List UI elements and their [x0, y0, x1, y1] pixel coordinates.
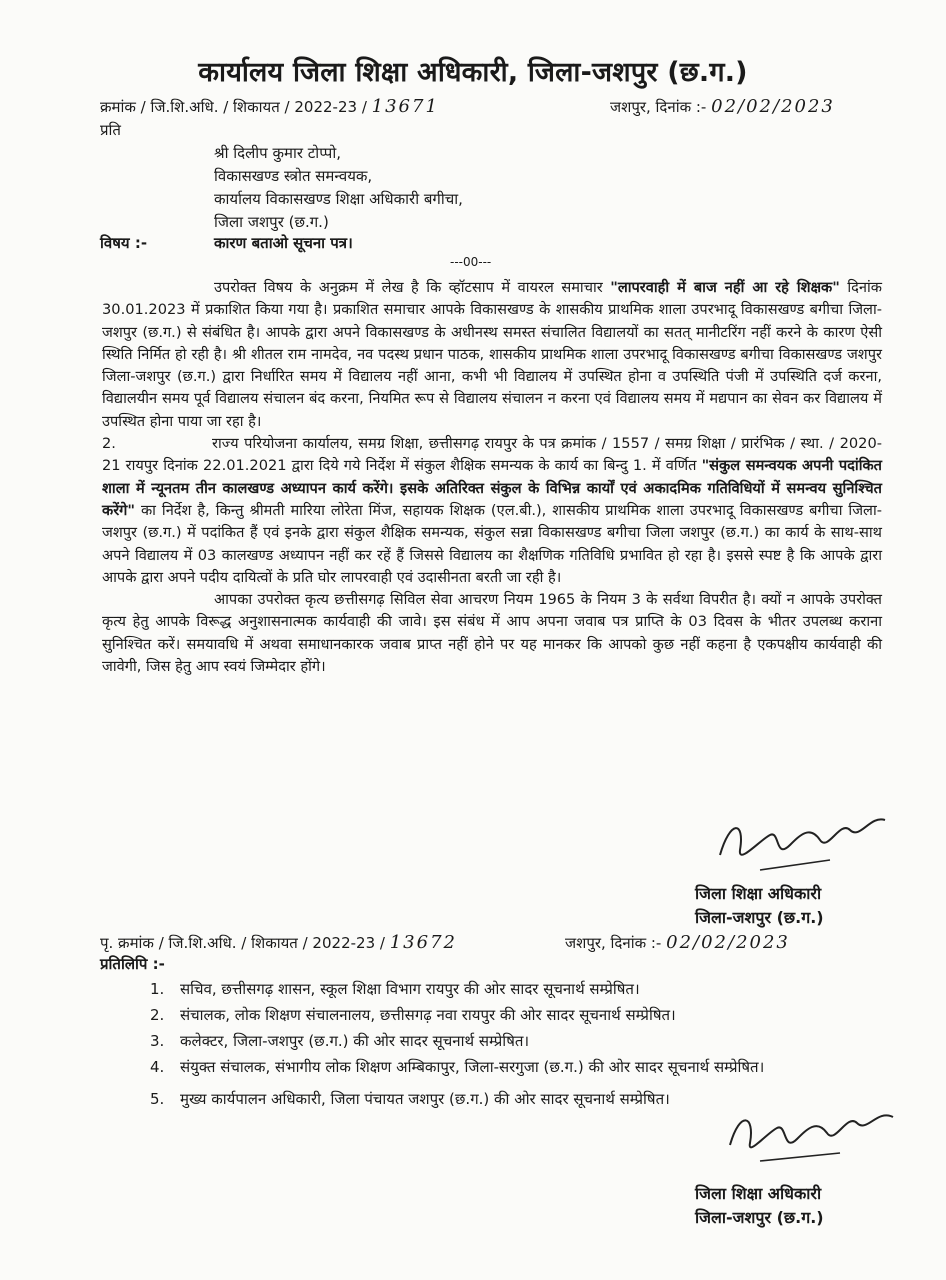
- reference-number-handwritten: 13671: [371, 96, 439, 117]
- reference-number: [100, 96, 439, 117]
- paragraph-2: [102, 433, 882, 589]
- list-item: [150, 976, 880, 1002]
- paragraph-3: आपका उपरोक्त कृत्य छत्तीसगढ़ सिविल सेवा आचरण नियम 1965 के नियम 3 के सर्वथा विपरीत है। क्यों न आपके उपरोक्त कृत्य हेतु आपके विरूद्ध अनुशासनात्मक कार्यवाही की जावे। इस संबंध में आप अपना जवाब पत्र प्राप्ति के 03 दिवस के भीतर उपलब्ध कराना सुनिश्चित करें। समयावधि में अथवा समाधानकारक जवाब प्राप्त नहीं होने पर यह मानकर कि आपको कुछ नहीं कहना है एकपक्षीय कार्यवाही की जावेगी, जिस हेतु आप स्वयं जिम्मेदार होंगे।: [102, 591, 882, 676]
- endorsement-number-printed: पृ. क्रमांक / जि.शि.अधि. / शिकायत / 2022-23 /: [100, 934, 385, 952]
- list-item-text: संयुक्त संचालक, संभागीय लोक शिक्षण अम्बिकापुर, जिला-सरगुजा (छ.ग.) की ओर सादर सूचनार्थ सम्प्रेषित।: [180, 1058, 765, 1076]
- list-item-text: संचालक, लोक शिक्षण संचालनालय, छत्तीसगढ़ नवा रायपुर की ओर सादर सूचनार्थ सम्प्रेषित।: [180, 1006, 676, 1024]
- endorsement-number: [100, 932, 457, 953]
- list-item: [150, 1028, 880, 1054]
- list-item-text: सचिव, छत्तीसगढ़ शासन, स्कूल शिक्षा विभाग रायपुर की ओर सादर सूचनार्थ सम्प्रेषित।: [180, 980, 640, 998]
- signature-1-title: जिला शिक्षा अधिकारी: [695, 884, 822, 903]
- signature-2-title: जिला शिक्षा अधिकारी: [695, 1184, 822, 1203]
- list-item-number: 4.: [150, 1058, 165, 1076]
- copy-list: [150, 976, 880, 1112]
- paragraph-2-text-a: राज्य परियोजना कार्यालय, समग्र शिक्षा, छत्तीसगढ़ रायपुर के पत्र क्रमांक / 1557 / समग्र शिक्षा / प्रारंभिक / स्था. / 2020-21 रायपुर दिनांक 22.01.2021 द्वारा दिये गये निर्देश में संकुल शैक्षिक समन्यक के कार्य का बिन्दु 1. में वर्णित: [102, 435, 882, 475]
- list-item-number: 5.: [150, 1090, 165, 1108]
- list-item-number: 2.: [150, 1006, 165, 1024]
- paragraph-2-bold: "संकुल समन्वयक अपनी पदांकित शाला में न्यूनतम तीन कालखण्ड अध्यापन कार्य करेंगे। इसके अतिरिक्त संकुल के विभिन्न कार्यों एवं अकादमिक गतिविधियों में समन्वय सुनिश्चित करेंगे": [102, 457, 882, 519]
- address-line-3: कार्यालय विकासखण्ड शिक्षा अधिकारी बगीचा,: [214, 190, 463, 208]
- reference-date: [610, 96, 835, 117]
- endorsement-date: [565, 932, 790, 953]
- reference-date-label: जशपुर, दिनांक :-: [610, 98, 707, 116]
- paragraph-1-text-a: उपरोक्त विषय के अनुक्रम में लेख है कि व्हॉटसाप में वायरल समाचार: [214, 279, 611, 296]
- paragraph-2-text-b: का निर्देश है, किन्तु श्रीमती मारिया लोरेता मिंज, सहायक शिक्षक (एल.बी.), शासकीय प्राथमिक शाला उपरभादू विकासखण्ड बगीचा जिला-जशपुर (छ.ग.) में पदांकित हैं एवं इनके द्वारा संकुल शैक्षिक समन्यक, संकुल सन्ना विकासखण्ड बगीचा जिला जशपुर (छ.ग.) का कार्य के साथ-साथ अपने विद्यालय में 03 कालखण्ड अध्यापन नहीं कर रहें हैं जिससे विद्यालय का शैक्षणिक गतिविधि प्रभावित हो रहा है। इससे स्पष्ट है कि आपके द्वारा आपके द्वारा अपने पदीय दायित्वों के प्रति घोर लापरवाही एवं उदासीनता बरती जा रही है।: [102, 501, 882, 586]
- signature-scribble-1: [700, 800, 900, 880]
- paragraph-1-bold: "लापरवाही में बाज नहीं आ रहे शिक्षक": [610, 279, 840, 296]
- letter-body: [102, 277, 882, 678]
- subject-text: कारण बताओ सूचना पत्र।: [214, 234, 353, 252]
- address-line-1: श्री दिलीप कुमार टोप्पो,: [214, 144, 341, 162]
- office-title: कार्यालय जिला शिक्षा अधिकारी, जिला-जशपुर (छ.ग.): [198, 57, 748, 88]
- list-item-text: कलेक्टर, जिला-जशपुर (छ.ग.) की ओर सादर सूचनार्थ सम्प्रेषित।: [180, 1032, 530, 1050]
- subject-label: विषय :-: [100, 234, 148, 252]
- list-item: [150, 1054, 880, 1080]
- signature-scribble-2: [705, 1095, 905, 1175]
- endorsement-number-handwritten: 13672: [389, 932, 457, 953]
- list-item: [150, 1002, 880, 1028]
- reference-date-handwritten: 02/02/2023: [711, 96, 835, 117]
- address-line-4: जिला जशपुर (छ.ग.): [214, 213, 329, 231]
- signature-1: [695, 882, 824, 930]
- paragraph-1: [102, 277, 882, 433]
- paragraph-2-number: 2.: [102, 435, 116, 453]
- signature-2: [695, 1182, 824, 1230]
- endorsement-date-label: जशपुर, दिनांक :-: [565, 934, 662, 952]
- list-item-text: मुख्य कार्यपालन अधिकारी, जिला पंचायत जशपुर (छ.ग.) की ओर सादर सूचनार्थ सम्प्रेषित।: [180, 1090, 670, 1108]
- list-item-number: 1.: [150, 980, 165, 998]
- signature-1-district: जिला-जशपुर (छ.ग.): [695, 908, 824, 927]
- copy-label: प्रतिलिपि :-: [100, 955, 165, 973]
- to-label: प्रति: [100, 121, 121, 139]
- separator: ---00---: [450, 255, 492, 269]
- address-line-2: विकासखण्ड स्त्रोत समन्वयक,: [214, 167, 373, 185]
- reference-number-printed: क्रमांक / जि.शि.अधि. / शिकायत / 2022-23 /: [100, 98, 367, 116]
- signature-2-district: जिला-जशपुर (छ.ग.): [695, 1208, 824, 1227]
- paragraph-1-text-b: दिनांक 30.01.2023 में प्रकाशित किया गया है। प्रकाशित समाचार आपके विकासखण्ड के शासकीय प्राथमिक शाला उपरभादू विकासखण्ड बगीचा जिला-जशपुर (छ.ग.) से संबंधित है। आपके द्वारा अपने विकासखण्ड के अधीनस्थ समस्त संचालित विद्यालयों का सतत् मानीटरिंग नहीं करने के कारण ऐसी स्थिति निर्मित हो रही है। श्री शीतल राम नामदेव, नव पदस्थ प्रधान पाठक, शासकीय प्राथमिक शाला उपरभादू विकासखण्ड बगीचा विकासखण्ड जशपुर जिला-जशपुर (छ.ग.) द्वारा निर्धारित समय में विद्यालय नहीं आना, कभी भी विद्यालय में उपस्थित होना व उपस्थिति पंजी में उपस्थिति दर्ज करना, विद्यालयीन समय पूर्व विद्यालय संचालन बंद करना, नियमित रूप से विद्यालय संचालन न करना एवं विद्यालय समय में मद्यपान का सेवन कर विद्यालय में उपस्थित होना पाया जा रहा है।: [102, 279, 882, 430]
- list-item-number: 3.: [150, 1032, 165, 1050]
- endorsement-date-handwritten: 02/02/2023: [666, 932, 790, 953]
